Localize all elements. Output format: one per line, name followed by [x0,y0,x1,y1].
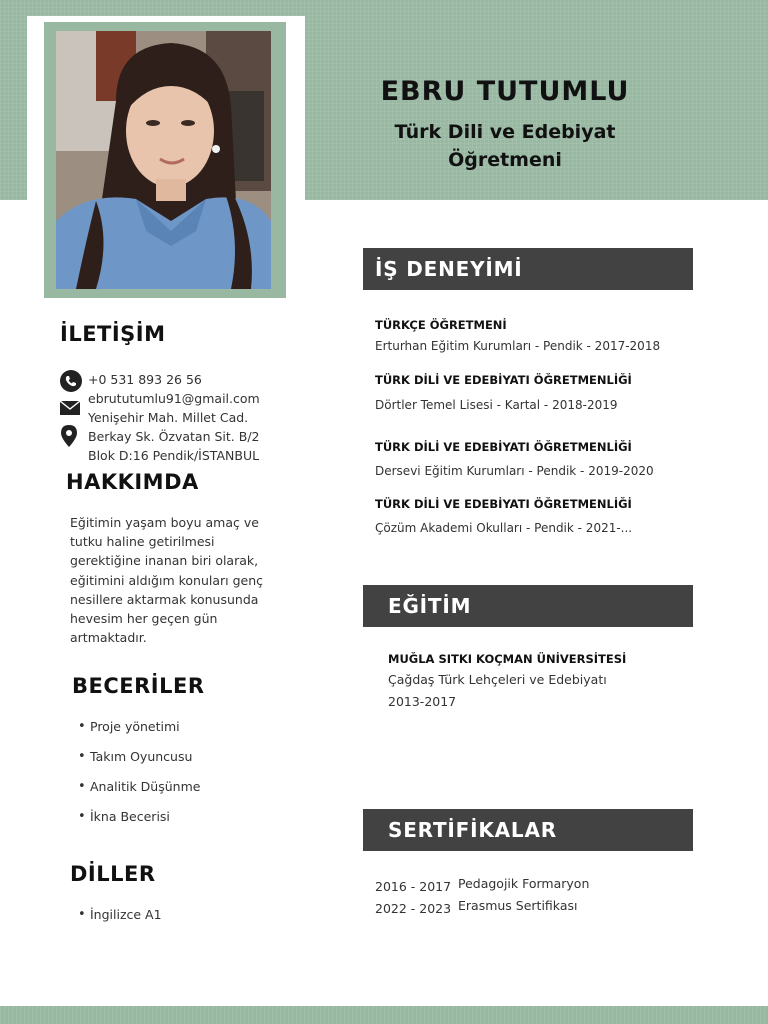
email-address: ebrututumlu91@gmail.com [88,391,260,406]
address-line-1: Yenişehir Mah. Millet Cad. [88,410,249,425]
job-role: TÜRKÇE ÖĞRETMENİ [375,318,507,332]
job-role: TÜRK DİLİ VE EDEBİYATI ÖĞRETMENLİĞİ [375,497,632,511]
footer-band [0,1006,768,1024]
skills-heading: BECERİLER [72,674,205,698]
experience-heading: İŞ DENEYİMİ [363,248,693,290]
certificates-heading: SERTİFİKALAR [363,809,693,851]
envelope-icon [60,400,80,419]
education-years: 2013-2017 [388,694,457,709]
about-line: artmaktadır. [70,630,147,646]
contact-heading: İLETİŞİM [60,322,166,346]
about-line: nesillere aktarmak konusunda [70,591,259,607]
certificate-years: 2016 - 2017 [375,879,452,894]
about-heading: HAKKIMDA [66,470,199,494]
about-line: eğitimini aldığım konuları genç [70,572,264,588]
about-line: Eğitimin yaşam boyu amaç ve [70,515,259,530]
profile-photo [56,31,271,289]
job-role: TÜRK DİLİ VE EDEBİYATI ÖĞRETMENLİĞİ [375,440,632,454]
certificate-name: Erasmus Sertifikası [458,898,578,913]
location-pin-icon [61,425,77,451]
list-item: • Proje yönetimi [78,716,200,746]
about-line: gerektiğine inanan biri olarak, [70,553,259,569]
list-item: • Takım Oyuncusu [78,746,200,776]
job-place: Dersevi Eğitim Kurumları - Pendik - 2019-2020 [375,464,654,478]
job-place: Çözüm Akademi Okulları - Pendik - 2021-... [375,521,633,535]
job-place: Erturhan Eğitim Kurumları - Pendik - 2017-2018 [375,339,661,353]
about-text [70,513,295,647]
job-place: Dörtler Temel Lisesi - Kartal - 2018-2019 [375,398,618,412]
list-item: • Analitik Düşünme [78,776,200,806]
address-line-2: Berkay Sk. Özvatan Sit. B/2 [88,429,260,444]
list-item: • İkna Becerisi [78,806,200,836]
job-title-line-2: Öğretmeni [448,149,562,171]
languages-list [78,904,162,934]
person-name: EBRU TUTUMLU [380,76,630,107]
job-title [355,118,655,174]
skills-list [78,716,200,836]
about-line: hevesim her geçen gün [70,611,218,627]
department: Çağdaş Türk Lehçeleri ve Edebiyatı [388,672,607,687]
certificate-years: 2022 - 2023 [375,901,452,916]
phone-number: +0 531 893 26 56 [88,372,202,387]
education-heading: EĞİTİM [363,585,693,627]
languages-heading: DİLLER [70,862,156,886]
phone-icon [60,370,82,396]
list-item: • İngilizce A1 [78,904,162,934]
about-line: tutku haline getirilmesi [70,534,215,550]
address-line-3: Blok D:16 Pendik/İSTANBUL [88,448,260,463]
job-role: TÜRK DİLİ VE EDEBİYATI ÖĞRETMENLİĞİ [375,373,632,387]
job-title-line-1: Türk Dili ve Edebiyat [394,121,616,143]
certificate-name: Pedagojik Formaryon [458,876,590,891]
school-name: MUĞLA SITKI KOÇMAN ÜNİVERSİTESİ [388,652,627,666]
